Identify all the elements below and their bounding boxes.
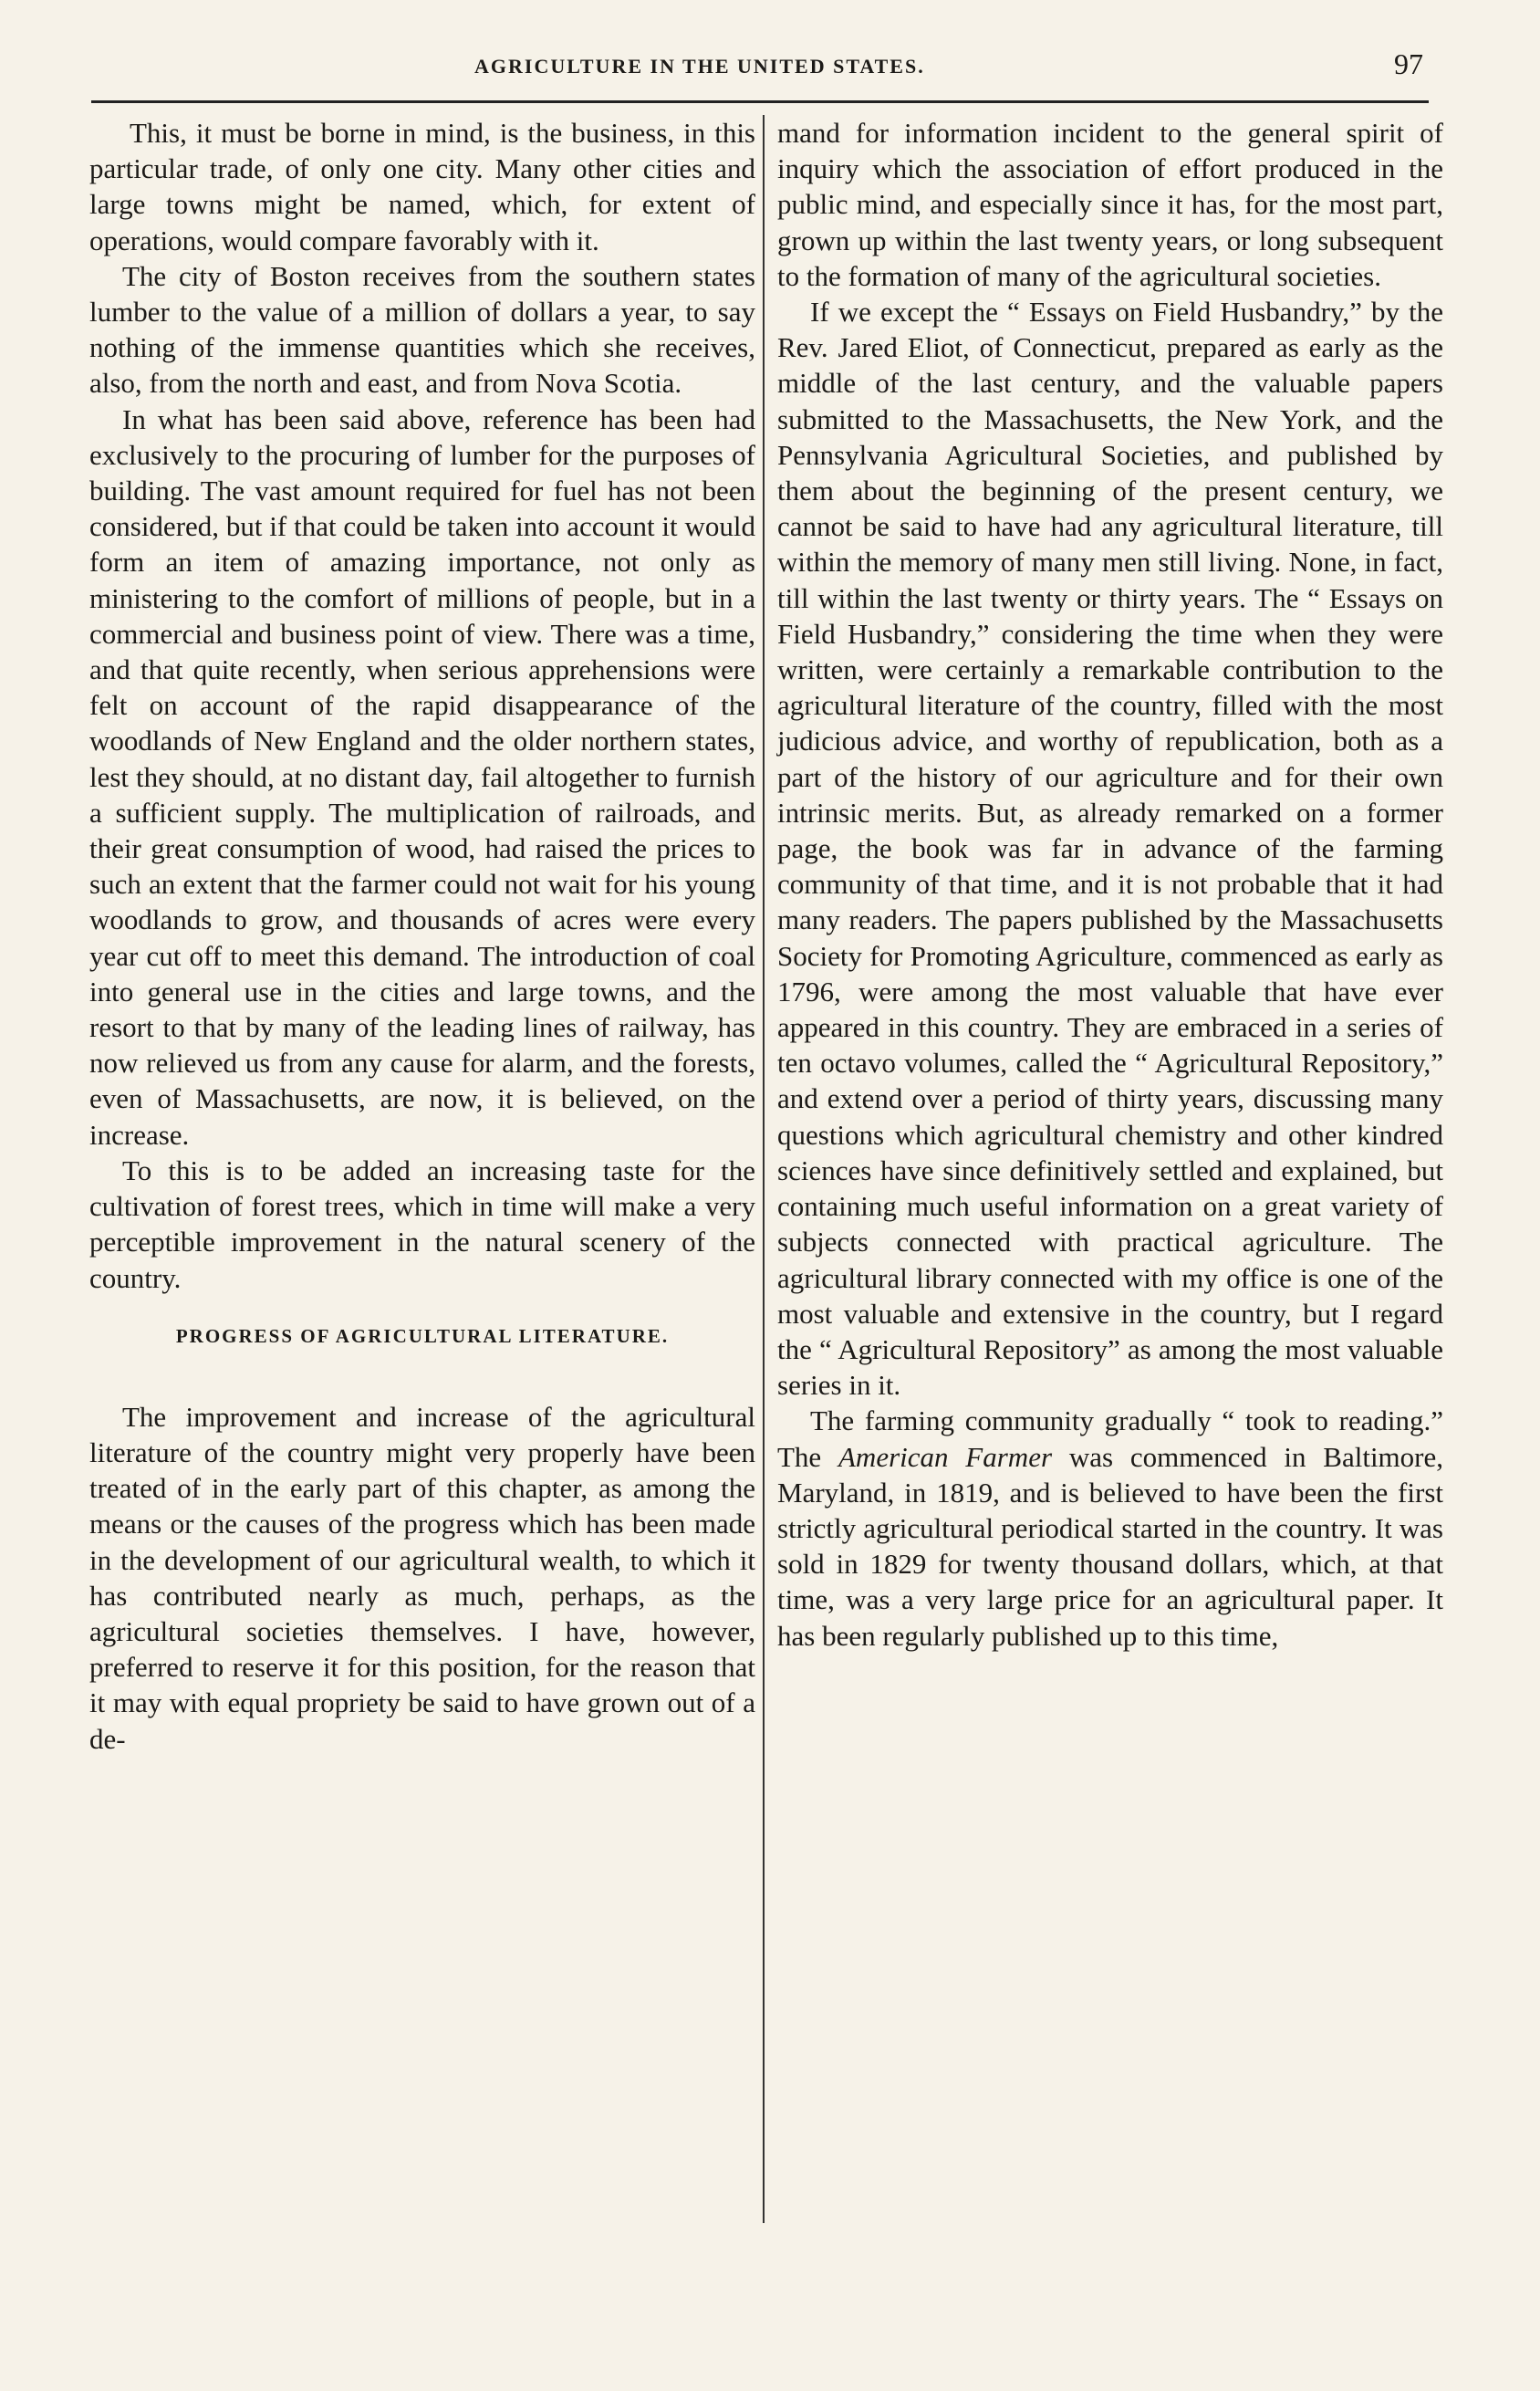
periodical-title: American Farmer xyxy=(838,1440,1053,1473)
left-paragraph-3: In what has been said above, reference has been had exclusively to the procuring of lumber for the purposes of building. The vast amount required for fuel has not been considered, but if that could be taken into account it would form an item of amazing importance, not only as ministering to the comfort of millions of people, but in a commercial and business point of view. There was a time, and that quite recently, when serious apprehensions were felt on account of the rapid disappearance of the woodlands of New England and the older northern states, lest they should, at no distant day, fail altogether to furnish a sufficient supply. The multiplication of railroads, and their great consumption of wood, had raised the prices to such an extent that the farmer could not wait for his young woodlands to grow, and thousands of acres were every year cut off to meet this demand. The introduction of coal into general use in the cities and large towns, and the resort to that by many of the leading lines of railway, has now relieved us from any cause for alarm, and the forests, even of Massachusetts, are now, it is believed, on the increase. xyxy=(89,402,755,1151)
column-divider xyxy=(763,115,765,2223)
page-header xyxy=(91,47,1429,93)
left-paragraph-5: The improvement and increase of the agricultural literature of the country might very properly have been treated of in the early part of this chapter, as among the means or the causes of the progress which has been made in the development of our agricultural wealth, to which it has contributed nearly as much, perhaps, as the agricultural societies themselves. I have, however, preferred to reserve it for this position, for the reason that it may with equal propriety be said to have grown out of a de- xyxy=(89,1400,755,1755)
right-paragraph-1: mand for information incident to the general spirit of inquiry which the association of effort produced in the public mind, and especially since it has, for the most part, grown up within the last twenty years, or long subsequent to the formation of many of the agricultural societies. xyxy=(777,117,1443,292)
page-number: 97 xyxy=(1394,47,1423,80)
running-head: AGRICULTURE IN THE UNITED STATES. xyxy=(474,55,925,78)
left-paragraph-1: This, it must be borne in mind, is the business, in this particular trade, of only one city. Many other cities and large towns might be named, which, for extent of operations, would compare favorably with it. xyxy=(89,117,755,256)
right-paragraph-3-start: The farming community gradually “ took to reading.” The xyxy=(777,1404,1443,1473)
left-paragraph-2: The city of Boston receives from the southern states lumber to the value of a million of dollars a year, to say nothing of the immense quantities which she receives, also, from the north and east, and from Nova Scotia. xyxy=(89,259,755,400)
right-paragraph-3 xyxy=(777,1403,1443,1653)
right-paragraph-3-end: was commenced in Baltimore, Maryland, in 1819, and is believed to have been the first strictly agricultural periodical started in the country. It was sold in 1829 for twenty thousand dollars, which, at that time, was a very large price for an agricultural paper. It has been regularly published up to this time, xyxy=(777,1440,1444,1652)
left-column xyxy=(89,115,755,1757)
left-paragraph-4: To this is to be added an increasing taste for the cultivation of forest trees, which in time will make a very perceptible improvement in the natural scenery of the country. xyxy=(89,1154,755,1294)
section-heading: PROGRESS OF AGRICULTURAL LITERATURE. xyxy=(175,1324,670,1347)
right-column xyxy=(777,115,1443,1654)
header-rule xyxy=(91,100,1429,103)
right-paragraph-2: If we except the “ Essays on Field Husbandry,” by the Rev. Jared Eliot, of Connecticut, prepared as early as the middle of the last century, and the valuable papers submitted to the Massachusetts, the New York, and the Pennsylvania Agricultural Societies, and published by them about the beginning of the present century, we cannot be said to have had any agricultural literature, till within the memory of many men still living. None, in fact, till within the last twenty or thirty years. The “ Essays on Field Husbandry,” considering the time when they were written, were certainly a remarkable contribution to the agricultural literature of the country, filled with the most judicious advice, and worthy of republication, both as a part of the history of our agriculture and for their own intrinsic merits. But, as already remarked on a former page, the book was far in advance of the farming community of that time, and it is not probable that it had many readers. The papers published by the Massachusetts Society for Promoting Agriculture, commenced as early as 1796, were among the most valuable that have ever appeared in this country. They are embraced in a series of ten octavo volumes, called the “ Agricultural Repository,” and extend over a period of thirty years, discussing many questions which agricultural chemistry and other kindred sciences have since definitively settled and explained, but containing much useful information on a great variety of subjects connected with practical agriculture. The agricultural library connected with my office is one of the most valuable and extensive in the country, but I regard the “ Agricultural Repository” as among the most valuable series in it. xyxy=(777,296,1443,1402)
